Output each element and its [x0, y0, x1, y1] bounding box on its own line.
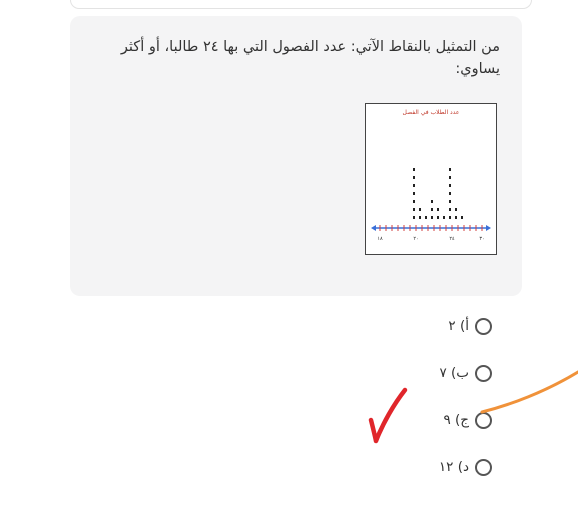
dot-plot-dots: [413, 168, 463, 219]
option-a[interactable]: [448, 315, 492, 337]
option-label: ب) ٧: [439, 365, 469, 381]
dot-plot-figure: [365, 103, 497, 255]
number-line: [371, 225, 491, 231]
radio-button[interactable]: [475, 318, 492, 335]
orange-pen-stroke: [482, 372, 578, 412]
axis-label: ٣٠: [479, 236, 485, 242]
dot-plot-svg: [366, 104, 496, 254]
question-card: [70, 16, 522, 296]
option-c[interactable]: [443, 409, 492, 431]
option-b[interactable]: [439, 362, 492, 384]
radio-button[interactable]: [475, 365, 492, 382]
option-label: أ) ٢: [448, 318, 469, 334]
red-check-mark: [371, 390, 405, 441]
question-text: من التمثيل بالنقاط الآتي: عدد الفصول التي بها ٢٤ طالبا، أو أكثر يساوي:: [120, 39, 500, 77]
option-d[interactable]: [439, 456, 492, 478]
radio-button[interactable]: [475, 412, 492, 429]
dot-plot-title: عدد الطلاب في الفصل: [402, 109, 460, 116]
option-label: د) ١٢: [438, 459, 469, 475]
axis-label: ٢٤: [449, 236, 455, 242]
axis-label: ٢٠: [413, 236, 419, 242]
axis-label: ١٨: [377, 236, 383, 242]
previous-card-edge: [70, 0, 532, 9]
option-label: ج) ٩: [443, 412, 469, 428]
radio-button[interactable]: [475, 459, 492, 476]
